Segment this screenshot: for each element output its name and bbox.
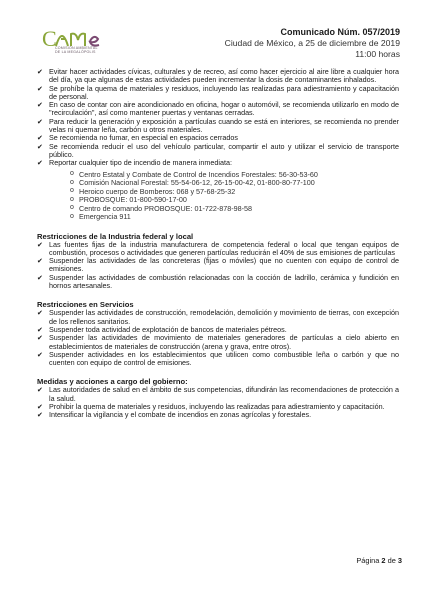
- list-item: ✔ En caso de contar con aire acondicionado en oficina, hogar o automóvil, se recomienda utilizarlo en modo de "recirculación", así como mantener puertas y ventanas cerradas.: [37, 101, 399, 118]
- intro-list: [37, 68, 399, 168]
- list-item: ✔ Para reducir la generación y exposición a partículas cuando se está en interiores, se recomienda no prender velas ni quemar leña, carbón u otros materiales.: [37, 118, 399, 135]
- list-item: ✔ Se recomienda reducir el uso del vehículo particular, compartir el auto y utilizar el servicio de transporte público.: [37, 143, 399, 160]
- list-item: ✔ Prohibir la quema de materiales y residuos, incluyendo las realizadas para adiestramiento y capacitación.: [37, 403, 399, 411]
- section-heading-industry: Restricciones de la Industria federal y local: [37, 231, 194, 241]
- contact-item: o Centro de comando PROBOSQUE: 01-722-878-98-58: [70, 205, 399, 214]
- logo-subtitle: COMISIÓN AMBIENTAL DE LA MEGALÓPOLIS: [55, 46, 98, 55]
- list-item: ✔ Las autoridades de salud en el ámbito de sus competencias, difundirán las recomendaciones de protección a la salud.: [37, 386, 399, 403]
- communique-header: [225, 26, 400, 60]
- emergency-contacts-list: [37, 171, 399, 222]
- contact-item: o PROBOSQUE: 01-800-590-17-00: [70, 196, 399, 205]
- document-body: [37, 68, 399, 420]
- communique-number: Comunicado Núm. 057/2019: [280, 27, 400, 37]
- contact-item: o Heroico cuerpo de Bomberos: 068 y 57-68-25-32: [70, 188, 399, 197]
- list-item: ✔ Evitar hacer actividades cívicas, culturales y de recreo, así como hacer ejercicio al aire libre a cualquier hora del día, ya que algunas de estas actividades pueden incrementar la dosis de contaminantes inhalados.: [37, 68, 399, 85]
- contact-item: o Centro Estatal y Combate de Control de Incendios Forestales: 56-30-53-60: [70, 171, 399, 180]
- contact-item: o Comisión Nacional Forestal: 55-54-06-12, 26-15-00-42, 01-800-80-77-100: [70, 179, 399, 188]
- list-item: ✔ Suspender las actividades de combustión relacionadas con la cocción de ladrillo, cerámica y fundición en hornos artesanales.: [37, 274, 399, 291]
- services-list: [37, 309, 399, 367]
- list-item: ✔ Se recomienda no fumar, en especial en espacios cerrados: [37, 134, 399, 142]
- list-item: ✔ Las fuentes fijas de la industria manufacturera de competencia federal o local que tengan equipos de combustión, procesos o actividades que generen partículas reducirán el 40% de sus emisiones de partículas: [37, 241, 399, 258]
- contact-item: o Emergencia 911: [70, 213, 399, 222]
- industry-list: [37, 241, 399, 291]
- svg-text:C: C: [42, 28, 56, 50]
- section-heading-government: Medidas y acciones a cargo del gobierno:: [37, 377, 188, 387]
- list-item: ✔ Intensificar la vigilancia y el combate de incendios en zonas agrícolas y forestales.: [37, 411, 399, 419]
- list-item: ✔ Suspender las actividades de construcción, remodelación, demolición y movimiento de tierras, con excepción de los rellenos sanitarios.: [37, 309, 399, 326]
- place-date: Ciudad de México, a 25 de diciembre de 2019: [224, 38, 400, 48]
- page-number: Página 2 de 3: [356, 556, 402, 565]
- section-heading-services: Restricciones en Servicios: [37, 300, 134, 310]
- list-item: ✔ Suspender las actividades de las concreteras (fijas o móviles) que no cuenten con equipo de control de emisiones.: [37, 257, 399, 274]
- list-item: ✔ Suspender las actividades de movimiento de materiales generadores de partículas a cielo abierto en establecimientos de materiales de construcción (arena y grava, entre otros).: [37, 334, 399, 351]
- list-item: ✔ Reportar cualquier tipo de incendio de manera inmediata:: [37, 159, 399, 167]
- government-list: [37, 386, 399, 419]
- list-item: ✔ Suspender toda actividad de explotación de bancos de materiales pétreos.: [37, 326, 399, 334]
- list-item: ✔ Suspender actividades en los establecimientos que utilicen como combustible leña o carbón y que no cuenten con equipo de control de emisiones.: [37, 351, 399, 368]
- list-item: ✔ Se prohíbe la quema de materiales y residuos, incluyendo las realizadas para adiestramiento y capacitación de personal.: [37, 85, 399, 102]
- time: 11:00 horas: [355, 49, 400, 59]
